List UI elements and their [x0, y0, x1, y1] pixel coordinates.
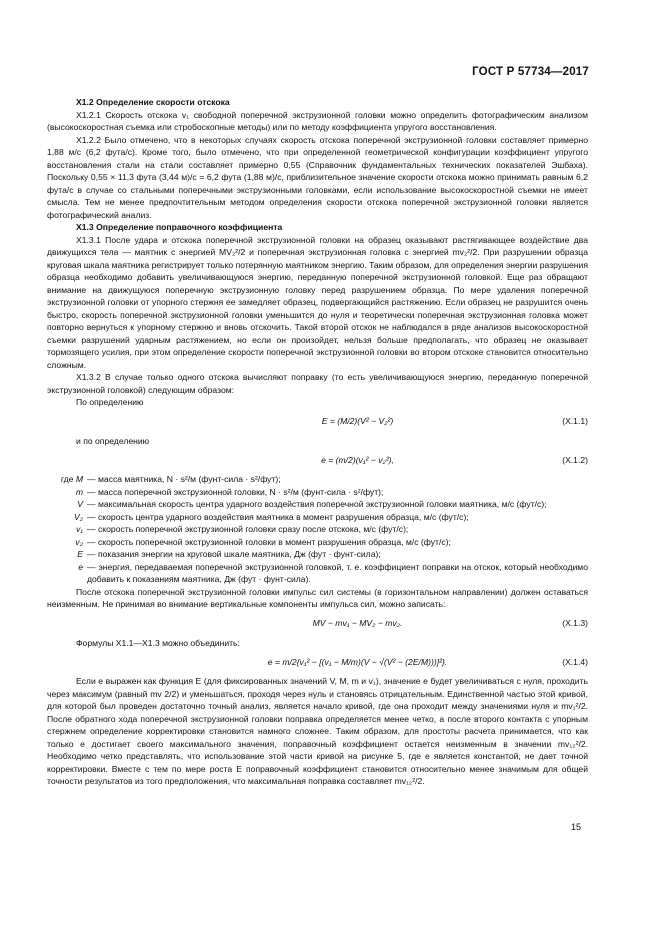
definition-text: — скорость поперечной экструзионной головки сразу после отскока, м/с (фут/с);	[87, 524, 409, 534]
definition-symbol: v₂	[75, 536, 83, 547]
definition-symbol: E	[77, 549, 83, 559]
equation	[47, 615, 588, 633]
definition-item	[47, 511, 588, 524]
definition-item	[47, 548, 588, 561]
definition-symbol: e	[78, 561, 83, 572]
definition-text: — скорость поперечной экструзионной головки в момент разрушения образца, м/с (фут/с);	[87, 536, 451, 547]
definition-text: — масса маятника, N · s²/м (фунт-сила · s²/фут);	[87, 474, 281, 484]
definition-text: — максимальная скорость центра ударного воздействия поперечной экструзионной головки маятника, м/с (фут/с);	[87, 499, 547, 509]
definition-symbol: V₂	[73, 511, 83, 522]
equation-formula: e = m/2{v₁² − [(v₁ − M/m)(V − √(V² − (2E/M)))]²}.	[267, 656, 448, 667]
definition-item	[47, 536, 588, 549]
definition-text: — масса поперечной экструзионной головки, N · s²/м (фунт-сила · s²/фут);	[87, 486, 384, 497]
definition-symbol	[47, 473, 87, 486]
paragraph: и по определению	[76, 435, 150, 446]
definition-text: — скорость центра ударного воздействия маятника в момент разрушения образца, м/с (фут/с);	[87, 511, 469, 522]
standard-header: ГОСТ Р 57734—2017	[472, 66, 589, 78]
definition-symbol: V	[77, 499, 83, 509]
equation	[47, 451, 588, 469]
paragraph: После отскока поперечной экструзионной головки импульс сил системы (в горизонтальном направлении) должен оставаться неизменным. Не принимая во внимание вертикальные компоненты импульса сил, можно записать:	[47, 586, 588, 609]
definition-item	[47, 486, 588, 499]
symbol: M	[75, 474, 83, 484]
definition-symbol: m	[75, 486, 83, 497]
equation	[47, 413, 588, 431]
paragraph: По определению	[76, 397, 144, 407]
equation-number: (X.1.2)	[562, 454, 588, 465]
definitions-list	[47, 473, 588, 586]
definition-text: — показания энергии на круговой шкале маятника, Дж (фут · фунт-сила);	[87, 549, 381, 559]
definition-item	[47, 498, 588, 511]
page-number: 15	[571, 822, 582, 832]
paragraph: X1.2.2 Было отмечено, что в некоторых случаях скорость отскока поперечной экструзионной головки составляет примерно 1,88 м/с (6,2 фута/с). Кроме того, было отмечено, что при определенной геометрической конфигурации коэффициент упругого восстановления стали на стали составляет примерно 0,55 (Справочник фундаментальных технических показателей Эшбаха). Поскольку 0,55 × 11,3 фута (3,44 м)/с = 6,2 фута (1,88 м)/с, приблизительное значение скорости отскока можно принимать равным 6,2 фута/с в случае со стальными поперечными экструзионными головками, если использование высокоскоростной съемки не имеет смысла. Тем не менее предпочтительным методом определения скорости отскока поперечной экструзионной головки является фотографический анализ.	[47, 134, 588, 220]
definition-item	[47, 561, 588, 586]
section-heading: X1.2 Определение скорости отскока	[76, 97, 230, 107]
section-heading: X1.3 Определение поправочного коэффициента	[76, 222, 283, 232]
equation-formula: e = (m/2)(v₁² − v₂²),	[321, 454, 394, 465]
document-body	[47, 96, 588, 788]
equation	[47, 653, 588, 671]
paragraph: X1.2.1 Скорость отскока v₁ свободной поперечной экструзионной головки можно определить фотографическим анализом (высокоскоростная съемка или стробоскопные методы) или по методу коэффициента упругого восстановления.	[47, 109, 588, 132]
definition-item	[47, 523, 588, 536]
equation-number: (X.1.4)	[562, 656, 588, 667]
paragraph: X1.3.1 После удара и отскока поперечной экструзионной головки на образец оказывают растягивающее воздействие два движущихся тела — маятник с энергией MV₂²/2 и поперечная экструзионная головка с энергией mv₂²/2. При разрушении образца круговая шкала маятника регистрирует только потерянную маятником энергию. Таким образом, для определения энергии разрушения образца необходимо добавить увеличивающуюся энергию, переданную поперечной экструзионной головкой. Еще раз обращают внимание на движущуюся поперечную экструзионную головку перед разрушением образца. По мере удаления поперечной экструзионной головки от упорного стержня ее замедляет образец, подвергающийся растяжению. Если образец не разрушится очень быстро, скорость поперечной экструзионной головки уменьшится до нуля и теоретически поперечная экструзионная головка может повторно вернуться к упорному стержню и вновь отскочить. Такой второй отскок не наблюдался в ряде анализов высокоскоростной съемки разрушений ударным растяжением, но если он произойдет, нельзя больше предполагать, что образец не оказывает тормозящего усилия, при этом определение скорости поперечной экструзионной головки во втором отскоке становится относительно сложным.	[47, 234, 588, 370]
equation-number: (X.1.3)	[562, 618, 588, 629]
paragraph: Формулы X1.1—X1.3 можно объединить:	[76, 637, 240, 648]
equation-number: (X.1.1)	[562, 416, 588, 427]
equation-formula: MV − mv₁ − MV₂ − mv₂.	[312, 618, 403, 629]
equation-formula: E = (M/2)(V² − V₂²)	[321, 416, 394, 427]
where-label: где	[60, 474, 74, 484]
definition-item	[47, 473, 588, 486]
definition-symbol: v₁	[75, 524, 83, 534]
paragraph: X1.3.2 В случае только одного отскока вычисляют поправку (то есть увеличивающуюся энергию, переданную поперечной экструзионной головкой) следующим образом:	[47, 372, 588, 395]
definition-text: — энергия, передаваемая поперечной экструзионной головкой, т. е. коэффициент поправки на отскок, который необходимо добавить к показаниям маятника, Дж (фут · фунт-сила).	[87, 561, 588, 584]
paragraph: Если e выражен как функция E (для фиксированных значений V, M, m и v₁), значение e будет увеличиваться с нуля, проходить через максимум (равный mv 2/2) и уменьшаться, проходя через нуль и становясь отрицательным. Единственной частью этой кривой, для которой был проведен достаточно точный анализ, является начало кривой, где она проходит между значениями нуля и mv₁²/2. После обратного хода поперечной экструзионной головки поправка определяется менее четко, а после второго контакта с упорным стержнем определение корректировки становится намного сложнее. Таким образом, для простоты расчета принимается, что как только e достигает своего максимального значения, поправочный коэффициент остается неизменным в значении mv₁₂²/2. Необходимо четко представлять, что использование этой части кривой на рисунке 5, где e является константой, не дает точной корректировки. Вместе с тем по мере роста E поправочный коэффициент становится относительно менее значимым для общей точности результатов из того предположения, что максимальная поправка составляет mv₁₂²/2.	[47, 676, 588, 786]
